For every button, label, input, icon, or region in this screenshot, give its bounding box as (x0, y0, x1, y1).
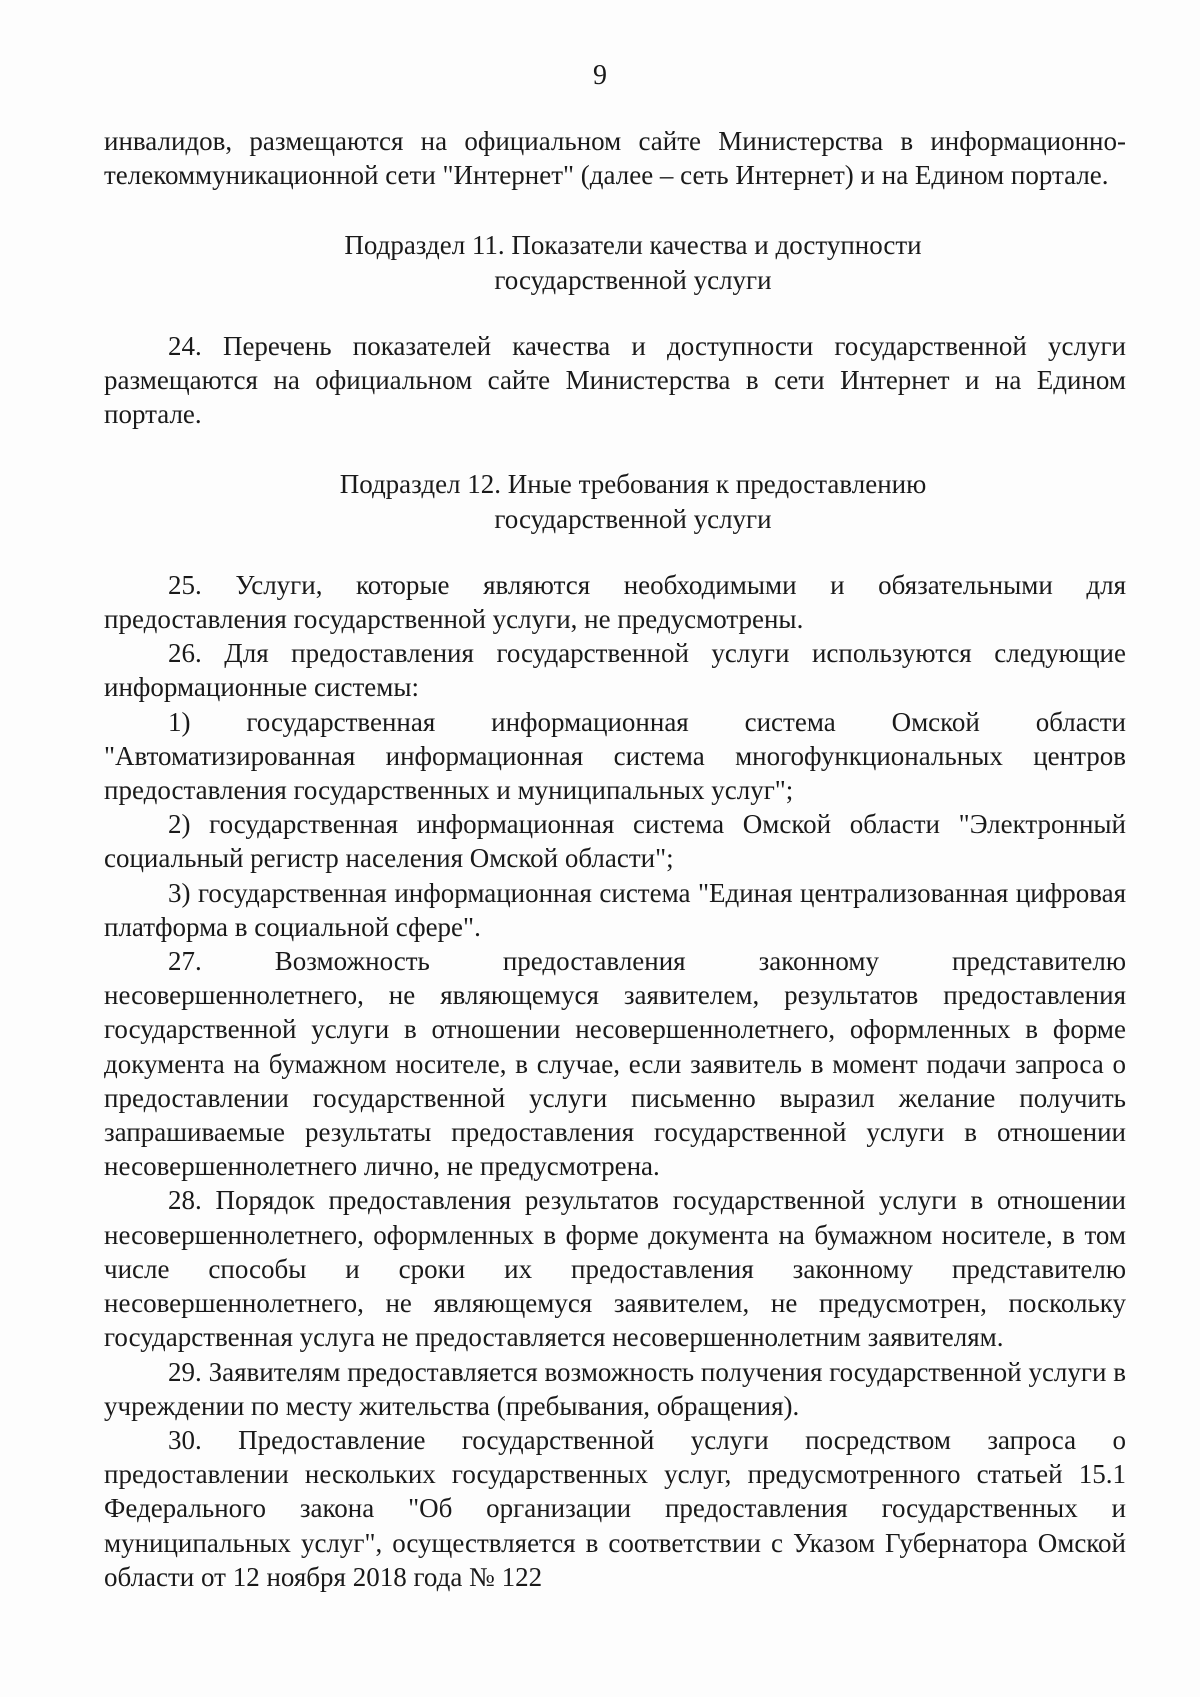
subsection-heading-11-line-2: государственной услуги (494, 264, 772, 295)
list-item-26-1: 1) государственная информационная система Омской области "Автоматизированная информационная система многофункциональных центров предоставления государственных и муниципальных услуг"; (104, 706, 1126, 806)
subsection-heading-12-line-1: Подраздел 12. Иные требования к предоставлению (339, 469, 927, 500)
page-number: 9 (593, 60, 607, 91)
paragraph-intro: инвалидов, размещаются на официальном сайте Министерства в информационно-телекоммуникационной сети "Интернет" (далее – сеть Интернет) и на Едином портале. (104, 126, 1126, 191)
paragraph-28: 28. Порядок предоставления результатов государственной услуги в отношении несовершеннолетнего, оформленных в форме документа на бумажном носителе, в том числе способы и сроки их предоставления законному представителю несовершеннолетнего, не являющемуся заявителем, не предусмотрен, поскольку государственная услуга не предоставляется несовершеннолетним заявителям. (104, 1185, 1126, 1353)
paragraph-24: 24. Перечень показателей качества и доступности государственной услуги размещаются на официальном сайте Министерства в сети Интернет и на Едином портале. (104, 330, 1126, 430)
subsection-heading-11-line-1: Подраздел 11. Показатели качества и доступности (344, 230, 922, 261)
list-item-26-2: 2) государственная информационная система Омской области "Электронный социальный регистр населения Омской области"; (104, 809, 1126, 874)
document-body (104, 124, 1126, 1594)
list-item-26-3: 3) государственная информационная система "Единая централизованная цифровая платформа в социальной сфере". (104, 877, 1126, 942)
subsection-heading-12-line-2: государственной услуги (494, 503, 772, 534)
paragraph-26: 26. Для предоставления государственной услуги используются следующие информационные системы: (104, 638, 1126, 703)
paragraph-27: 27. Возможность предоставления законному представителю несовершеннолетнего, не являющемуся заявителем, результатов предоставления государственной услуги в отношении несовершеннолетнего, оформленных в форме документа на бумажном носителе, в случае, если заявитель в момент подачи запроса о предоставлении государственной услуги письменно выразил желание получить запрашиваемые результаты предоставления государственной услуги в отношении несовершеннолетнего лично, не предусмотрена. (104, 946, 1126, 1182)
paragraph-30: 30. Предоставление государственной услуги посредством запроса о предоставлении нескольких государственных услуг, предусмотренного статьей 15.1 Федерального закона "Об организации предоставления государственных и муниципальных услуг", осуществляется в соответствии с Указом Губернатора Омской области от 12 ноября 2018 года № 122 (104, 1424, 1126, 1592)
subsection-heading-12 (104, 467, 1126, 535)
paragraph-25: 25. Услуги, которые являются необходимыми и обязательными для предоставления государственной услуги, не предусмотрены. (104, 569, 1126, 635)
paragraph-29: 29. Заявителям предоставляется возможность получения государственной услуги в учреждении по месту жительства (пребывания, обращения). (104, 1356, 1126, 1421)
subsection-heading-11 (104, 228, 1126, 296)
